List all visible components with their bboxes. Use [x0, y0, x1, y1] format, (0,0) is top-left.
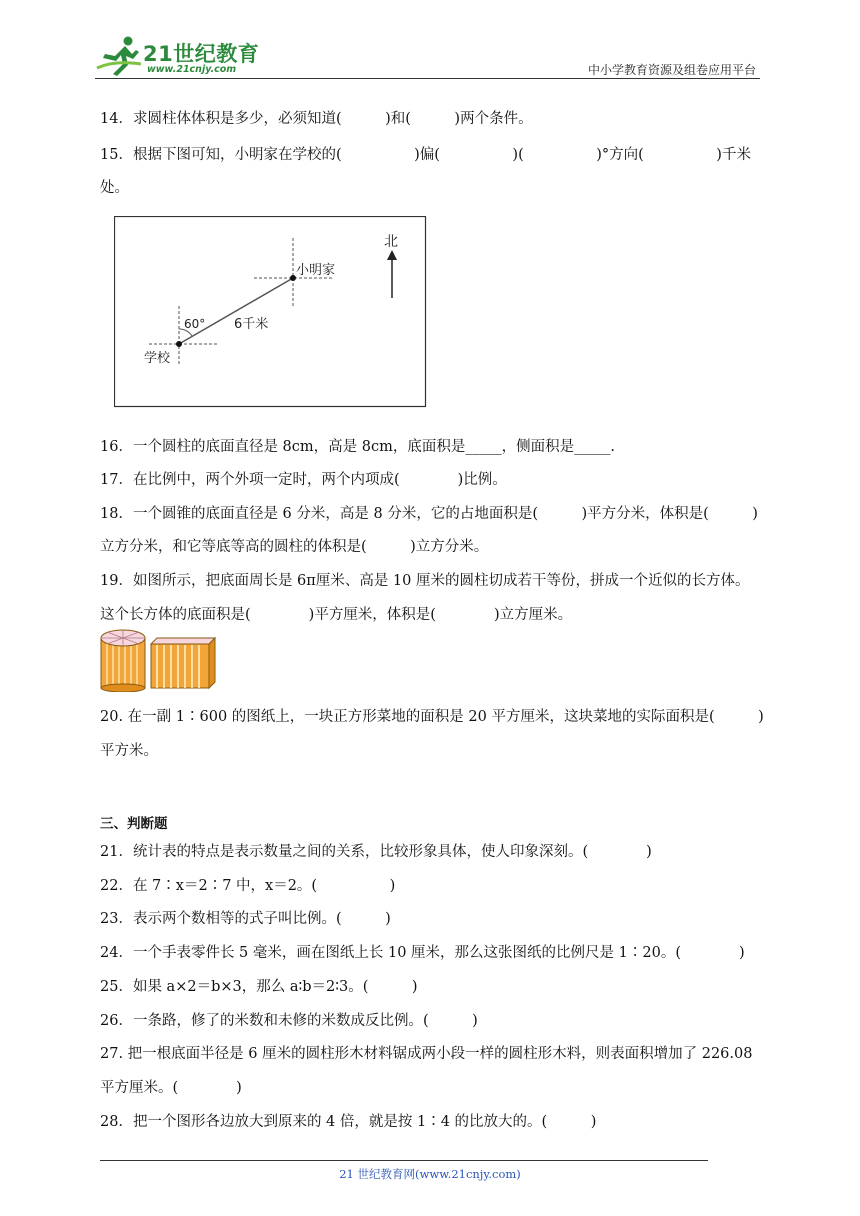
footer-text: 21 世纪教育网(www.21cnjy.com) — [339, 1167, 521, 1181]
question-17: 17．在比例中，两个外项一定时，两个内项成( )比例。 — [100, 472, 507, 488]
question-20-line1: 20. 在一副 1∶600 的图纸上，一块正方形菜地的面积是 20 平方厘米，这块菜地的实际面积是( ) — [100, 709, 764, 725]
question-27-line2: 平方厘米。( ) — [100, 1080, 242, 1096]
platform-name: 中小学教育资源及组卷应用平台 — [587, 63, 756, 77]
logo-url: www.21cnjy.com — [147, 64, 237, 75]
angle-label: 60° — [184, 317, 206, 331]
question-18-line2: 立方分米，和它等底等高的圆柱的体积是( )立方分米。 — [100, 539, 489, 555]
header-divider — [95, 78, 760, 79]
question-26: 26．一条路，修了的米数和未修的米数成反比例。( ) — [100, 1013, 478, 1029]
page-header — [95, 34, 760, 80]
question-18-line1: 18．一个圆锥的底面直径是 6 分米，高是 8 分米，它的占地面积是( )平方分米，体积是( ) — [100, 506, 758, 522]
question-20-line2: 平方米。 — [100, 743, 158, 759]
question-16: 16．一个圆柱的底面直径是 8cm，高是 8cm，底面积是_____，侧面积是_____. — [100, 439, 615, 455]
question-24: 24．一个手表零件长 5 毫米，画在图纸上长 10 厘米，那么这张图纸的比例尺是 1∶20。( ) — [100, 945, 745, 961]
cylinder-figure — [99, 628, 217, 692]
question-28: 28．把一个图形各边放大到原来的 4 倍，就是按 1∶4 的比放大的。( ) — [100, 1114, 597, 1130]
footer-divider — [100, 1160, 708, 1161]
question-23: 23．表示两个数相等的式子叫比例。( ) — [100, 911, 391, 927]
home-label: 小明家 — [296, 263, 336, 278]
runner-logo-icon — [95, 34, 145, 78]
question-19-line1: 19．如图所示，把底面周长是 6π厘米、高是 10 厘米的圆柱切成若干等份，拼成一个近似的长方体。 — [100, 573, 750, 589]
question-15-line1: 15．根据下图可知，小明家在学校的( )偏( )( )°方向( )千米 — [100, 147, 751, 163]
question-21: 21．统计表的特点是表示数量之间的关系，比较形象具体，使人印象深刻。( ) — [100, 844, 652, 860]
question-27-line1: 27. 把一根底面半径是 6 厘米的圆柱形木材料锯成两小段一样的圆柱形木料，则表面积增加了 226.08 — [100, 1046, 753, 1062]
school-label: 学校 — [144, 351, 171, 366]
question-15-line2: 处。 — [100, 180, 129, 196]
north-label: 北 — [384, 234, 398, 250]
question-14: 14．求圆柱体体积是多少，必须知道( )和( )两个条件。 — [100, 111, 533, 127]
section-title-judge: 三、判断题 — [100, 816, 168, 832]
direction-map-figure — [114, 216, 427, 408]
question-22: 22．在 7∶x＝2∶7 中，x＝2。( ) — [100, 878, 396, 894]
question-19-line2: 这个长方体的底面积是( )平方厘米，体积是( )立方厘米。 — [100, 607, 573, 623]
logo-text: 21世纪教育 — [143, 42, 260, 66]
distance-label: 6千米 — [234, 317, 269, 332]
question-25: 25．如果 a×2＝b×3，那么 a∶b＝2∶3。( ) — [100, 979, 418, 995]
logo — [95, 34, 265, 78]
